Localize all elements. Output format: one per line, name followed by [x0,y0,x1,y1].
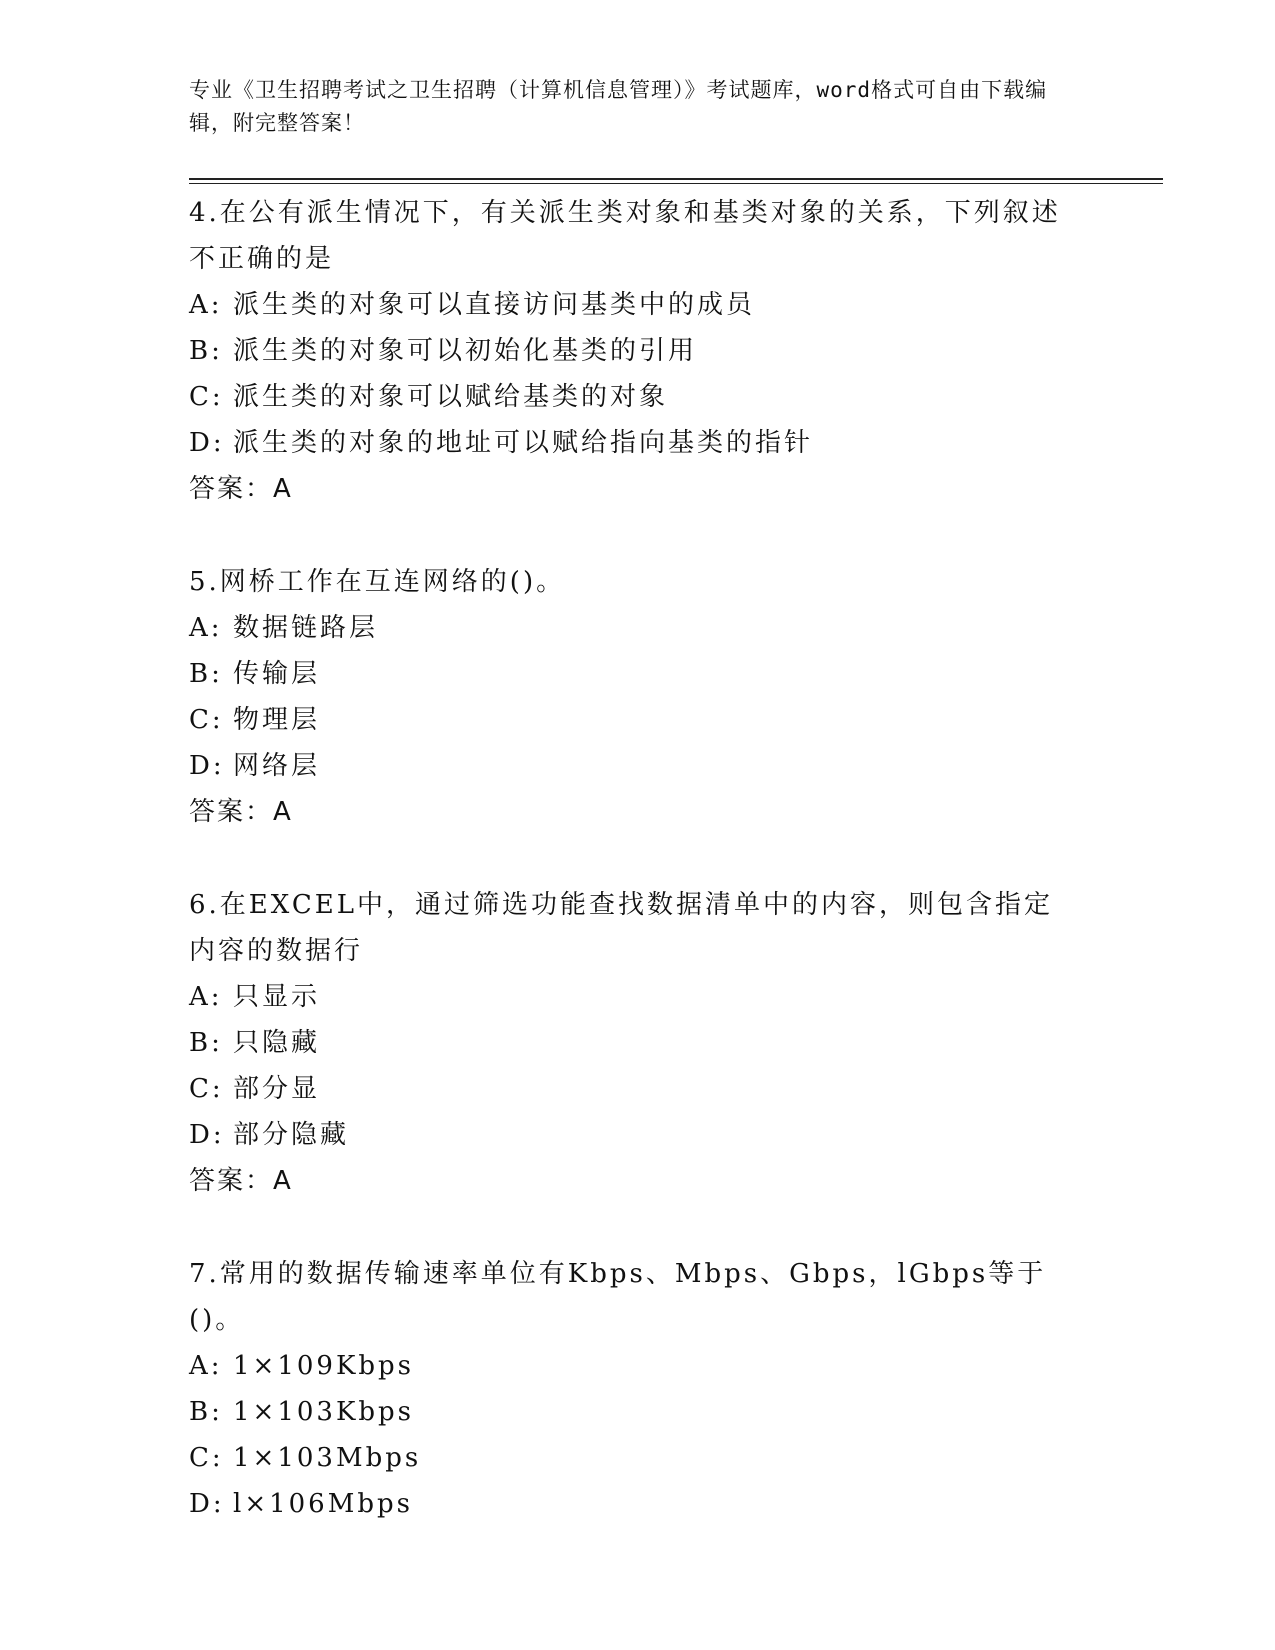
option-label: D: [189,428,225,458]
option-c [189,1435,1089,1481]
option-b [189,651,1089,697]
option-label: A: [189,1351,223,1381]
option-b [189,328,1089,374]
option-text: 派生类的对象的地址可以赋给指向基类的指针 [233,428,814,458]
option-d [189,420,1089,466]
answer: 答案：A [189,1166,293,1196]
option-text: 数据链路层 [233,613,379,643]
option-label: C: [189,705,224,735]
option-c [189,374,1089,420]
option-label: B: [189,1028,223,1058]
option-a [189,974,1089,1020]
option-label: A: [189,613,223,643]
question-list [189,190,1089,1574]
option-text: 派生类的对象可以初始化基类的引用 [233,336,698,366]
option-text: l×106Mbps [233,1489,413,1519]
document-header: 专业《卫生招聘考试之卫生招聘（计算机信息管理）》考试题库，word格式可自由下载编辑，附完整答案！ [189,78,1048,135]
option-d [189,743,1089,789]
option-a [189,1343,1089,1389]
header-divider-thin [189,183,1163,184]
question-text: 6.在EXCEL中，通过筛选功能查找数据清单中的内容，则包含指定内容的数据行 [189,890,1053,966]
header-divider-thick [189,178,1163,180]
option-text: 部分显 [233,1074,321,1104]
option-label: D: [189,751,225,781]
option-text: 派生类的对象可以赋给基类的对象 [233,382,669,412]
option-text: 部分隐藏 [233,1120,350,1150]
option-label: B: [189,659,223,689]
option-label: B: [189,1397,223,1427]
option-text: 派生类的对象可以直接访问基类中的成员 [233,290,756,320]
option-text: 只隐藏 [233,1028,321,1058]
option-a [189,282,1089,328]
question-6 [189,882,1089,1204]
option-text: 1×103Mbps [233,1443,422,1473]
option-text: 只显示 [233,982,321,1012]
option-text: 1×103Kbps [233,1397,415,1427]
option-label: C: [189,1074,224,1104]
option-label: D: [189,1489,225,1519]
option-text: 传输层 [233,659,321,689]
option-a [189,605,1089,651]
option-text: 网络层 [233,751,321,781]
question-text: 5.网桥工作在互连网络的()。 [189,567,566,597]
option-c [189,697,1089,743]
option-label: C: [189,1443,224,1473]
question-7 [189,1251,1089,1527]
option-b [189,1020,1089,1066]
option-label: B: [189,336,223,366]
option-label: A: [189,290,223,320]
question-5 [189,559,1089,835]
option-text: 1×109Kbps [233,1351,415,1381]
answer: 答案：A [189,797,293,827]
option-label: A: [189,982,223,1012]
option-label: C: [189,382,224,412]
option-text: 物理层 [233,705,321,735]
question-4 [189,190,1089,512]
option-d [189,1481,1089,1527]
question-text: 7.常用的数据传输速率单位有Kbps、Mbps、Gbps，lGbps等于()。 [189,1259,1047,1335]
option-b [189,1389,1089,1435]
question-text: 4.在公有派生情况下，有关派生类对象和基类对象的关系，下列叙述不正确的是 [189,198,1061,274]
option-label: D: [189,1120,225,1150]
option-d [189,1112,1089,1158]
option-c [189,1066,1089,1112]
answer: 答案：A [189,474,293,504]
